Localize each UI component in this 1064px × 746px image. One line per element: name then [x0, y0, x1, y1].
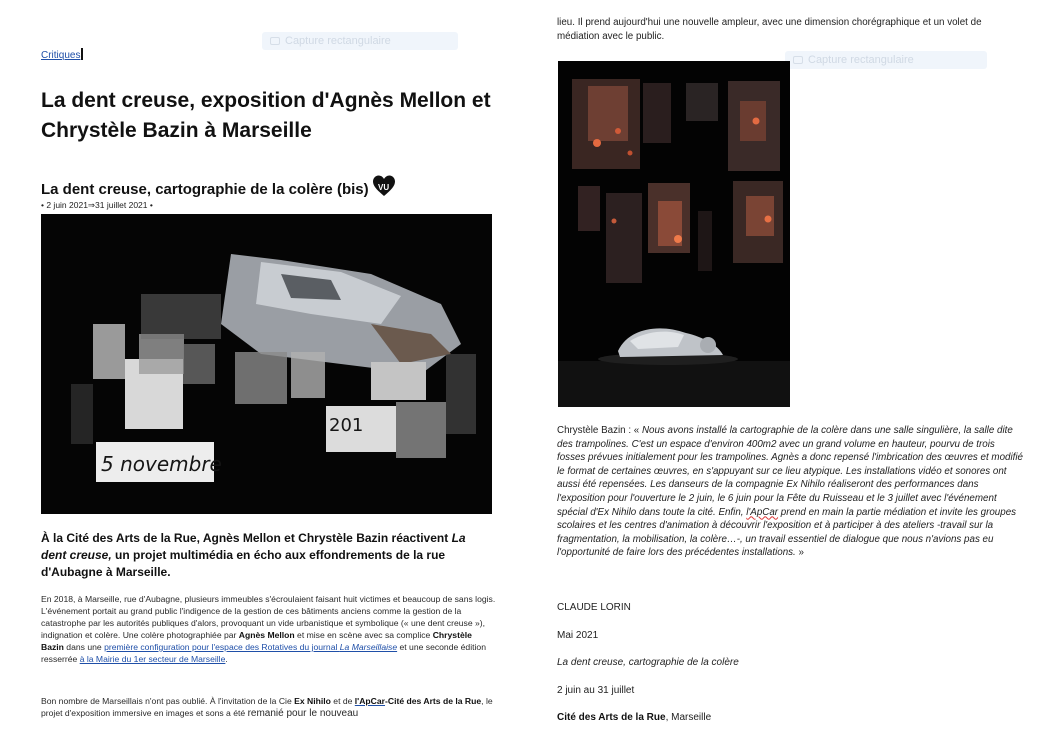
mairie-link[interactable]: à la Mairie du 1er secteur de Marseille	[79, 654, 226, 664]
photo-caption-text: 201	[329, 415, 364, 436]
exhibition-dates: • 2 juin 2021⇒31 juillet 2021 •	[41, 200, 153, 210]
exhibition-photo-installation-graphic	[558, 61, 790, 407]
artist-quote: Chrystèle Bazin : « Nous avons installé la cartographie de la colère dans une salle singulière, la salle dite des trampolines. C'est un espace d'environ 400m2 avec un grand volume en hauteur, pourvu de trois fosses prévues initialement pour les trampolines. Agnès a donc repensé l'imbrication des œuvres et modifié le format de certaines œuvres, en s'appuyant sur ce lieu atypique. Les installations vidéo et sonores ont aussi été repensées. Les danseurs de la compagnie Ex Nihilo réaliseront des performances dans l'exposition pour l'ouverture le 2 juin, le 6 juin pour la Fête du Ruisseau et le 3 juillet avec l'événement spécial d'Ex Nihilo dans toute la cité. Enfin, l'ApCar prend en main la partie médiation et invite les groupes scolaires et les centres d'animation à découvrir l'exposition et à participer à des ateliers -travail sur la fragmentation, la mobilisation, la colère…-, un travail essentiel de dialogue que nous n'avions pas eu l'opportunité de faire lors des précédentes installations. »	[557, 425, 1023, 559]
capture-overlay-ghost: Capture rectangulaire	[785, 51, 987, 69]
exhibition-photo-installation	[558, 61, 790, 407]
exhibition-venue: Cité des Arts de la Rue, Marseille	[557, 712, 712, 723]
category-link[interactable]: Critiques	[41, 48, 83, 61]
article-subtitle: La dent creuse, cartographie de la colère (bis) VU	[41, 174, 396, 200]
right-column	[557, 0, 1027, 746]
article-title: La dent creuse, exposition d'Agnès Mellon et Chrystèle Bazin à Marseille	[41, 89, 491, 142]
text-cursor	[81, 48, 83, 60]
vu-heart-badge-icon: VU	[372, 174, 396, 198]
rotatives-link[interactable]: première configuration pour l'espace des Rotatives du journal La Marseillaise	[104, 642, 398, 652]
photo-caption-text: 5 novembre	[101, 452, 222, 476]
apcar-link[interactable]: l'ApCar	[354, 696, 386, 706]
exhibition-title: La dent creuse, cartographie de la colère	[557, 657, 739, 668]
article-paragraph: En 2018, à Marseille, rue d'Aubagne, plusieurs immeubles s'écroulaient faisant huit victimes et beaucoup de sans logis. L'événement portait au grand public l'indigence de la gestion de ces bâtiments anciens comme la gestion de la catastrophe par les autorités publiques d'alors, provoquant un vide urbanistique et symbolique (« une dent creuse »), indignation et colère. Une colère photographiée par Agnès Mellon et mise en scène avec sa complice Chrystèle Bazin dans une première configuration pour l'espace des Rotatives du journal La Marseillaise et une seconde édition resserrée à la Mairie du 1er secteur de Marseille.	[41, 594, 496, 664]
article-paragraph: Bon nombre de Marseillais n'ont pas oublié. À l'invitation de la Cie Ex Nihilo et de l'ApCar-Cité des Arts de la Rue, le projet d'exposition immersive en images et sons a été remanié pour le nouveau	[41, 696, 493, 719]
article-date: Mai 2021	[557, 630, 599, 641]
exhibition-photo-main-graphic	[41, 214, 492, 514]
article-paragraph-continued: lieu. Il prend aujourd'hui une nouvelle ampleur, avec une dimension chorégraphique et un volet de médiation avec le public.	[557, 17, 982, 42]
author-name: CLAUDE LORIN	[557, 602, 631, 613]
left-column	[41, 0, 496, 746]
exhibition-photo-main	[41, 214, 492, 514]
exhibition-period: 2 juin au 31 juillet	[557, 685, 635, 696]
capture-overlay-ghost: Capture rectangulaire	[262, 32, 458, 50]
article-lead: À la Cité des Arts de la Rue, Agnès Mellon et Chrystèle Bazin réactivent La dent creuse, un projet multimédia en écho aux effondrements de la rue d'Aubagne à Marseille.	[41, 531, 466, 579]
